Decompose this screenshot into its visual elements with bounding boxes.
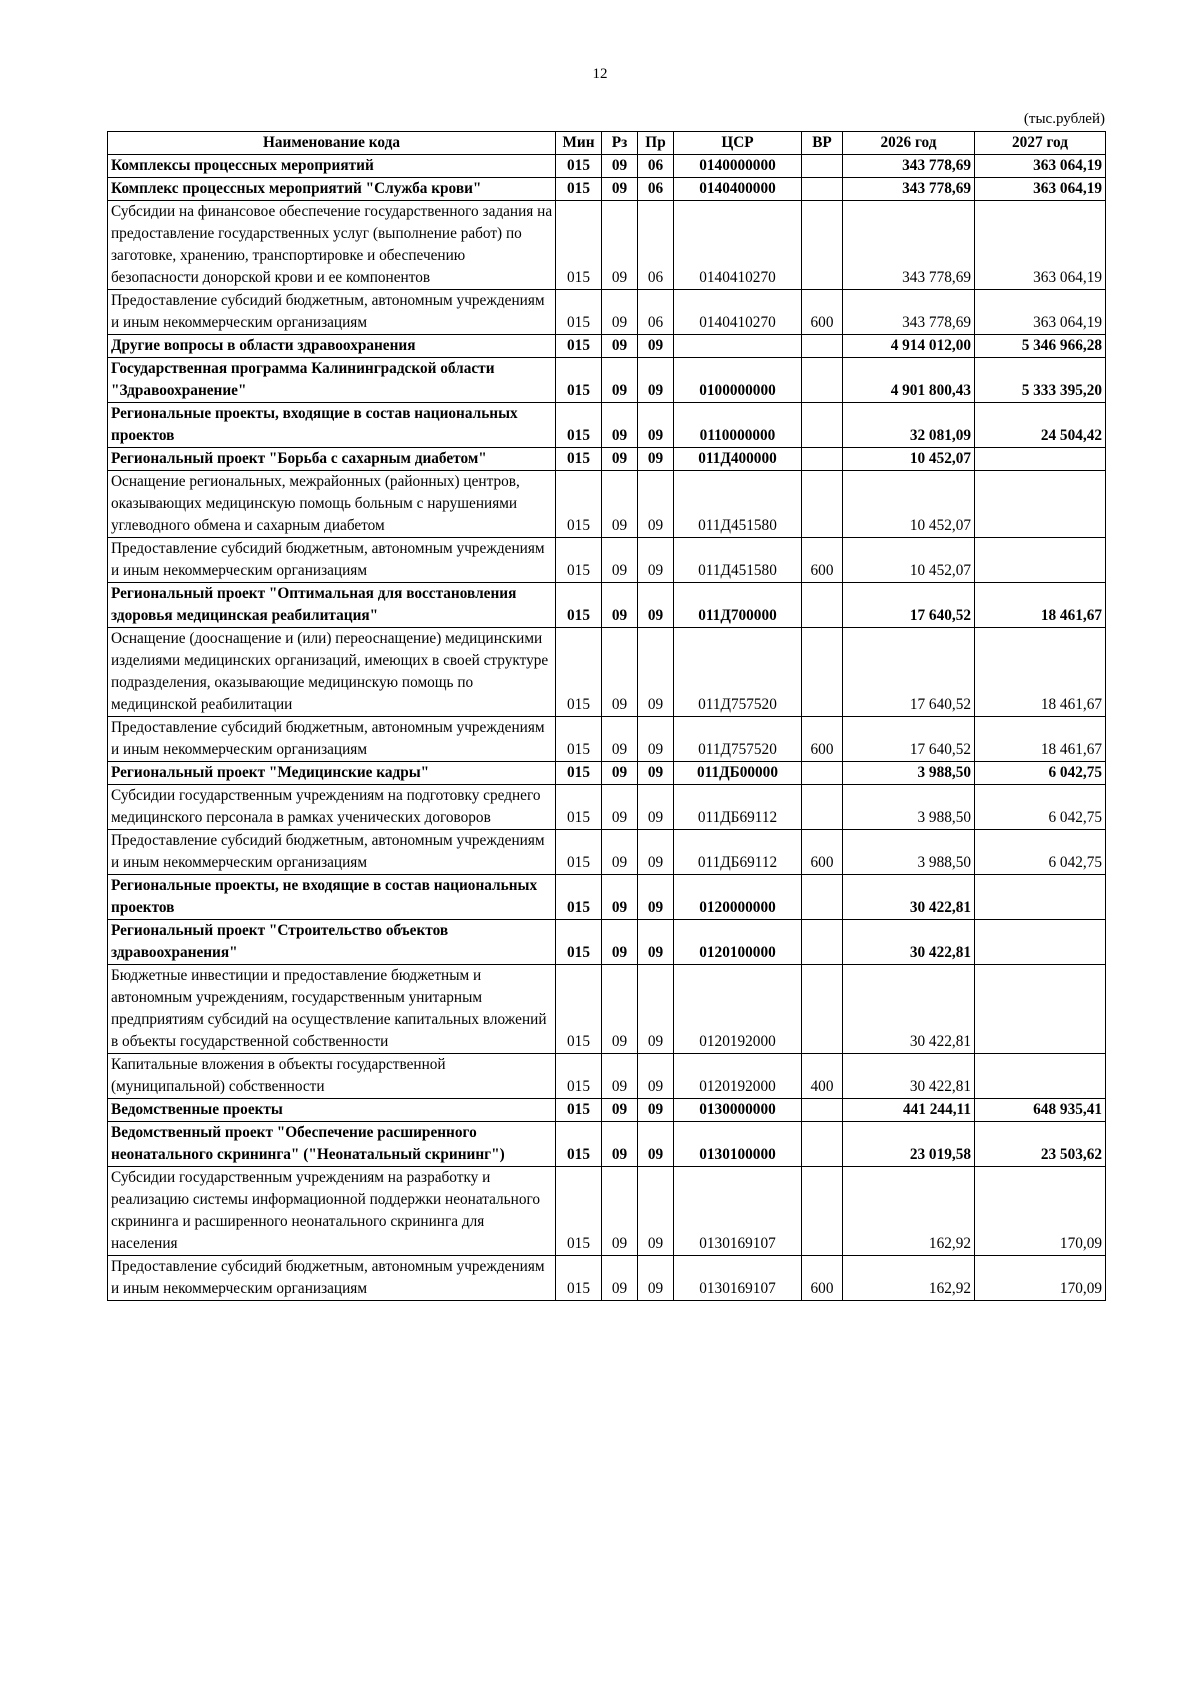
cell-csr: 011ДБ69112 <box>674 830 802 875</box>
cell-pr: 09 <box>638 785 674 830</box>
cell-csr: 0130100000 <box>674 1122 802 1167</box>
cell-csr: 0120000000 <box>674 875 802 920</box>
cell-pr: 09 <box>638 920 674 965</box>
cell-name: Ведомственный проект "Обеспечение расширенного неонатального скрининга" ("Неонатальный скрининг") <box>108 1122 556 1167</box>
cell-pr: 09 <box>638 717 674 762</box>
cell-vr <box>802 762 843 785</box>
cell-2027: 170,09 <box>975 1167 1106 1256</box>
cell-csr: 0100000000 <box>674 358 802 403</box>
cell-rz: 09 <box>602 358 638 403</box>
table-row <box>108 785 1106 830</box>
cell-vr: 400 <box>802 1054 843 1099</box>
cell-min: 015 <box>556 155 602 178</box>
header-pr: Пр <box>638 132 674 155</box>
cell-2027: 23 503,62 <box>975 1122 1106 1167</box>
cell-vr <box>802 358 843 403</box>
cell-2026: 162,92 <box>843 1167 975 1256</box>
cell-rz: 09 <box>602 583 638 628</box>
cell-2026: 17 640,52 <box>843 717 975 762</box>
cell-rz: 09 <box>602 178 638 201</box>
table-row <box>108 358 1106 403</box>
cell-2027 <box>975 538 1106 583</box>
cell-min: 015 <box>556 1256 602 1301</box>
cell-vr <box>802 201 843 290</box>
cell-pr: 06 <box>638 178 674 201</box>
cell-name: Оснащение (дооснащение и (или) переоснащение) медицинскими изделиями медицинских организаций, имеющих в своей структуре подразделения, оказывающие медицинскую помощь по медицинской реабилитации <box>108 628 556 717</box>
table-row <box>108 1256 1106 1301</box>
cell-pr: 09 <box>638 628 674 717</box>
cell-pr: 09 <box>638 403 674 448</box>
cell-name: Предоставление субсидий бюджетным, автономным учреждениям и иным некоммерческим организациям <box>108 717 556 762</box>
cell-2026: 17 640,52 <box>843 583 975 628</box>
table-row <box>108 471 1106 538</box>
cell-vr <box>802 1167 843 1256</box>
cell-vr <box>802 403 843 448</box>
cell-pr: 09 <box>638 1167 674 1256</box>
table-row <box>108 290 1106 335</box>
cell-csr: 011ДБ00000 <box>674 762 802 785</box>
cell-2027: 18 461,67 <box>975 717 1106 762</box>
cell-vr <box>802 628 843 717</box>
cell-name: Предоставление субсидий бюджетным, автономным учреждениям и иным некоммерческим организациям <box>108 1256 556 1301</box>
cell-min: 015 <box>556 830 602 875</box>
table-row <box>108 875 1106 920</box>
cell-csr: 0140000000 <box>674 155 802 178</box>
cell-2026: 30 422,81 <box>843 1054 975 1099</box>
cell-2026: 343 778,69 <box>843 178 975 201</box>
table-row <box>108 628 1106 717</box>
cell-vr: 600 <box>802 830 843 875</box>
cell-csr: 011ДБ69112 <box>674 785 802 830</box>
table-row <box>108 1054 1106 1099</box>
cell-vr <box>802 875 843 920</box>
table-row <box>108 201 1106 290</box>
cell-2026: 162,92 <box>843 1256 975 1301</box>
header-rz: Рз <box>602 132 638 155</box>
cell-pr: 09 <box>638 448 674 471</box>
cell-2027: 363 064,19 <box>975 155 1106 178</box>
cell-vr <box>802 471 843 538</box>
cell-pr: 06 <box>638 155 674 178</box>
cell-name: Региональные проекты, входящие в состав национальных проектов <box>108 403 556 448</box>
cell-min: 015 <box>556 875 602 920</box>
table-row <box>108 965 1106 1054</box>
cell-min: 015 <box>556 448 602 471</box>
cell-rz: 09 <box>602 875 638 920</box>
cell-name: Субсидии на финансовое обеспечение государственного задания на предоставление государственных услуг (выполнение работ) по заготовке, хранению, транспортировке и обеспечению безопасности донорской крови и ее компонентов <box>108 201 556 290</box>
header-name: Наименование кода <box>108 132 556 155</box>
table-row <box>108 538 1106 583</box>
cell-vr <box>802 920 843 965</box>
cell-csr: 011Д757520 <box>674 628 802 717</box>
cell-min: 015 <box>556 920 602 965</box>
cell-2026: 343 778,69 <box>843 201 975 290</box>
cell-name: Субсидии государственным учреждениям на подготовку среднего медицинского персонала в рамках ученических договоров <box>108 785 556 830</box>
header-csr: ЦСР <box>674 132 802 155</box>
table-row <box>108 178 1106 201</box>
cell-name: Субсидии государственным учреждениям на разработку и реализацию системы информационной поддержки неонатального скрининга и расширенного неонатального скрининга для населения <box>108 1167 556 1256</box>
cell-name: Региональные проекты, не входящие в состав национальных проектов <box>108 875 556 920</box>
cell-min: 015 <box>556 335 602 358</box>
cell-2026: 10 452,07 <box>843 538 975 583</box>
cell-rz: 09 <box>602 155 638 178</box>
cell-2027: 363 064,19 <box>975 201 1106 290</box>
cell-min: 015 <box>556 178 602 201</box>
cell-csr: 0130000000 <box>674 1099 802 1122</box>
cell-csr <box>674 335 802 358</box>
cell-vr <box>802 1099 843 1122</box>
table-row <box>108 583 1106 628</box>
cell-2027: 18 461,67 <box>975 628 1106 717</box>
cell-2026: 30 422,81 <box>843 965 975 1054</box>
cell-2026: 10 452,07 <box>843 471 975 538</box>
cell-vr <box>802 1122 843 1167</box>
cell-pr: 06 <box>638 290 674 335</box>
cell-2026: 3 988,50 <box>843 762 975 785</box>
cell-csr: 011Д757520 <box>674 717 802 762</box>
cell-csr: 0120192000 <box>674 1054 802 1099</box>
table-row <box>108 1167 1106 1256</box>
cell-name: Ведомственные проекты <box>108 1099 556 1122</box>
cell-2026: 441 244,11 <box>843 1099 975 1122</box>
cell-name: Государственная программа Калининградской области "Здравоохранение" <box>108 358 556 403</box>
cell-csr: 0140410270 <box>674 290 802 335</box>
cell-rz: 09 <box>602 762 638 785</box>
cell-pr: 09 <box>638 358 674 403</box>
cell-rz: 09 <box>602 1256 638 1301</box>
table-header-row <box>108 132 1106 155</box>
cell-name: Комплексы процессных мероприятий <box>108 155 556 178</box>
table-row <box>108 830 1106 875</box>
cell-min: 015 <box>556 583 602 628</box>
page-number: 12 <box>592 66 608 82</box>
cell-vr: 600 <box>802 538 843 583</box>
cell-name: Комплекс процессных мероприятий "Служба крови" <box>108 178 556 201</box>
cell-min: 015 <box>556 628 602 717</box>
header-min: Мин <box>556 132 602 155</box>
cell-2027 <box>975 965 1106 1054</box>
cell-min: 015 <box>556 1167 602 1256</box>
cell-vr: 600 <box>802 717 843 762</box>
table-row <box>108 448 1106 471</box>
cell-name: Бюджетные инвестиции и предоставление бюджетным и автономным учреждениям, государственным унитарным предприятиям субсидий на осуществление капитальных вложений в объекты государственной собственности <box>108 965 556 1054</box>
cell-vr <box>802 965 843 1054</box>
table-body <box>108 155 1106 1301</box>
cell-csr: 0110000000 <box>674 403 802 448</box>
cell-2027: 648 935,41 <box>975 1099 1106 1122</box>
cell-vr <box>802 178 843 201</box>
cell-rz: 09 <box>602 830 638 875</box>
cell-pr: 09 <box>638 1256 674 1301</box>
header-vr: ВР <box>802 132 843 155</box>
cell-2027: 363 064,19 <box>975 290 1106 335</box>
cell-vr <box>802 785 843 830</box>
cell-min: 015 <box>556 762 602 785</box>
cell-name: Предоставление субсидий бюджетным, автономным учреждениям и иным некоммерческим организациям <box>108 538 556 583</box>
cell-name: Предоставление субсидий бюджетным, автономным учреждениям и иным некоммерческим организациям <box>108 830 556 875</box>
cell-pr: 09 <box>638 965 674 1054</box>
cell-name: Региональный проект "Борьба с сахарным диабетом" <box>108 448 556 471</box>
cell-2027 <box>975 875 1106 920</box>
cell-pr: 09 <box>638 875 674 920</box>
cell-csr: 011Д700000 <box>674 583 802 628</box>
cell-csr: 011Д400000 <box>674 448 802 471</box>
cell-rz: 09 <box>602 403 638 448</box>
cell-pr: 09 <box>638 1099 674 1122</box>
cell-2026: 30 422,81 <box>843 920 975 965</box>
cell-name: Региональный проект "Медицинские кадры" <box>108 762 556 785</box>
cell-vr <box>802 583 843 628</box>
cell-2027: 6 042,75 <box>975 830 1106 875</box>
cell-2027: 363 064,19 <box>975 178 1106 201</box>
cell-rz: 09 <box>602 785 638 830</box>
cell-2027: 170,09 <box>975 1256 1106 1301</box>
cell-vr <box>802 335 843 358</box>
budget-table <box>107 131 1106 1301</box>
table-row <box>108 1099 1106 1122</box>
cell-vr: 600 <box>802 290 843 335</box>
cell-pr: 09 <box>638 335 674 358</box>
cell-2027 <box>975 471 1106 538</box>
cell-name: Региональный проект "Строительство объектов здравоохранения" <box>108 920 556 965</box>
cell-csr: 011Д451580 <box>674 538 802 583</box>
cell-min: 015 <box>556 1054 602 1099</box>
header-2027: 2027 год <box>975 132 1106 155</box>
table-row <box>108 155 1106 178</box>
cell-csr: 0140400000 <box>674 178 802 201</box>
cell-name: Другие вопросы в области здравоохранения <box>108 335 556 358</box>
cell-name: Капитальные вложения в объекты государственной (муниципальной) собственности <box>108 1054 556 1099</box>
cell-pr: 09 <box>638 1054 674 1099</box>
cell-csr: 0120100000 <box>674 920 802 965</box>
cell-2027: 5 333 395,20 <box>975 358 1106 403</box>
cell-2027: 18 461,67 <box>975 583 1106 628</box>
cell-2027 <box>975 920 1106 965</box>
cell-2026: 17 640,52 <box>843 628 975 717</box>
cell-min: 015 <box>556 290 602 335</box>
cell-rz: 09 <box>602 1167 638 1256</box>
cell-2027: 24 504,42 <box>975 403 1106 448</box>
cell-2027: 5 346 966,28 <box>975 335 1106 358</box>
cell-csr: 0120192000 <box>674 965 802 1054</box>
cell-2026: 10 452,07 <box>843 448 975 471</box>
cell-pr: 09 <box>638 583 674 628</box>
cell-2026: 3 988,50 <box>843 830 975 875</box>
cell-pr: 09 <box>638 538 674 583</box>
table-row <box>108 1122 1106 1167</box>
cell-pr: 09 <box>638 830 674 875</box>
cell-rz: 09 <box>602 335 638 358</box>
cell-min: 015 <box>556 717 602 762</box>
cell-min: 015 <box>556 403 602 448</box>
cell-min: 015 <box>556 358 602 403</box>
cell-name: Региональный проект "Оптимальная для восстановления здоровья медицинская реабилитация" <box>108 583 556 628</box>
units-label: (тыс.рублей) <box>1023 111 1105 127</box>
cell-rz: 09 <box>602 920 638 965</box>
table-row <box>108 920 1106 965</box>
cell-2026: 4 901 800,43 <box>843 358 975 403</box>
cell-2027: 6 042,75 <box>975 785 1106 830</box>
cell-2027 <box>975 1054 1106 1099</box>
cell-rz: 09 <box>602 448 638 471</box>
header-2026: 2026 год <box>843 132 975 155</box>
cell-2026: 32 081,09 <box>843 403 975 448</box>
cell-rz: 09 <box>602 1122 638 1167</box>
cell-rz: 09 <box>602 471 638 538</box>
cell-rz: 09 <box>602 1054 638 1099</box>
cell-min: 015 <box>556 538 602 583</box>
cell-pr: 09 <box>638 471 674 538</box>
cell-min: 015 <box>556 471 602 538</box>
cell-2026: 23 019,58 <box>843 1122 975 1167</box>
cell-min: 015 <box>556 965 602 1054</box>
table-row <box>108 762 1106 785</box>
cell-rz: 09 <box>602 290 638 335</box>
cell-pr: 09 <box>638 762 674 785</box>
cell-csr: 0130169107 <box>674 1167 802 1256</box>
cell-2026: 343 778,69 <box>843 290 975 335</box>
cell-vr: 600 <box>802 1256 843 1301</box>
cell-2026: 30 422,81 <box>843 875 975 920</box>
cell-pr: 06 <box>638 201 674 290</box>
table-row <box>108 403 1106 448</box>
cell-vr <box>802 155 843 178</box>
cell-2026: 343 778,69 <box>843 155 975 178</box>
cell-2027 <box>975 448 1106 471</box>
cell-name: Оснащение региональных, межрайонных (районных) центров, оказывающих медицинскую помощь больным с нарушениями углеводного обмена и сахарным диабетом <box>108 471 556 538</box>
cell-name: Предоставление субсидий бюджетным, автономным учреждениям и иным некоммерческим организациям <box>108 290 556 335</box>
cell-rz: 09 <box>602 1099 638 1122</box>
cell-2027: 6 042,75 <box>975 762 1106 785</box>
cell-2026: 4 914 012,00 <box>843 335 975 358</box>
cell-min: 015 <box>556 1099 602 1122</box>
table-row <box>108 717 1106 762</box>
cell-rz: 09 <box>602 201 638 290</box>
cell-2026: 3 988,50 <box>843 785 975 830</box>
table-row <box>108 335 1106 358</box>
cell-rz: 09 <box>602 628 638 717</box>
cell-csr: 0130169107 <box>674 1256 802 1301</box>
cell-min: 015 <box>556 785 602 830</box>
cell-min: 015 <box>556 1122 602 1167</box>
cell-rz: 09 <box>602 965 638 1054</box>
cell-vr <box>802 448 843 471</box>
cell-pr: 09 <box>638 1122 674 1167</box>
cell-csr: 0140410270 <box>674 201 802 290</box>
cell-min: 015 <box>556 201 602 290</box>
cell-csr: 011Д451580 <box>674 471 802 538</box>
cell-rz: 09 <box>602 538 638 583</box>
cell-rz: 09 <box>602 717 638 762</box>
